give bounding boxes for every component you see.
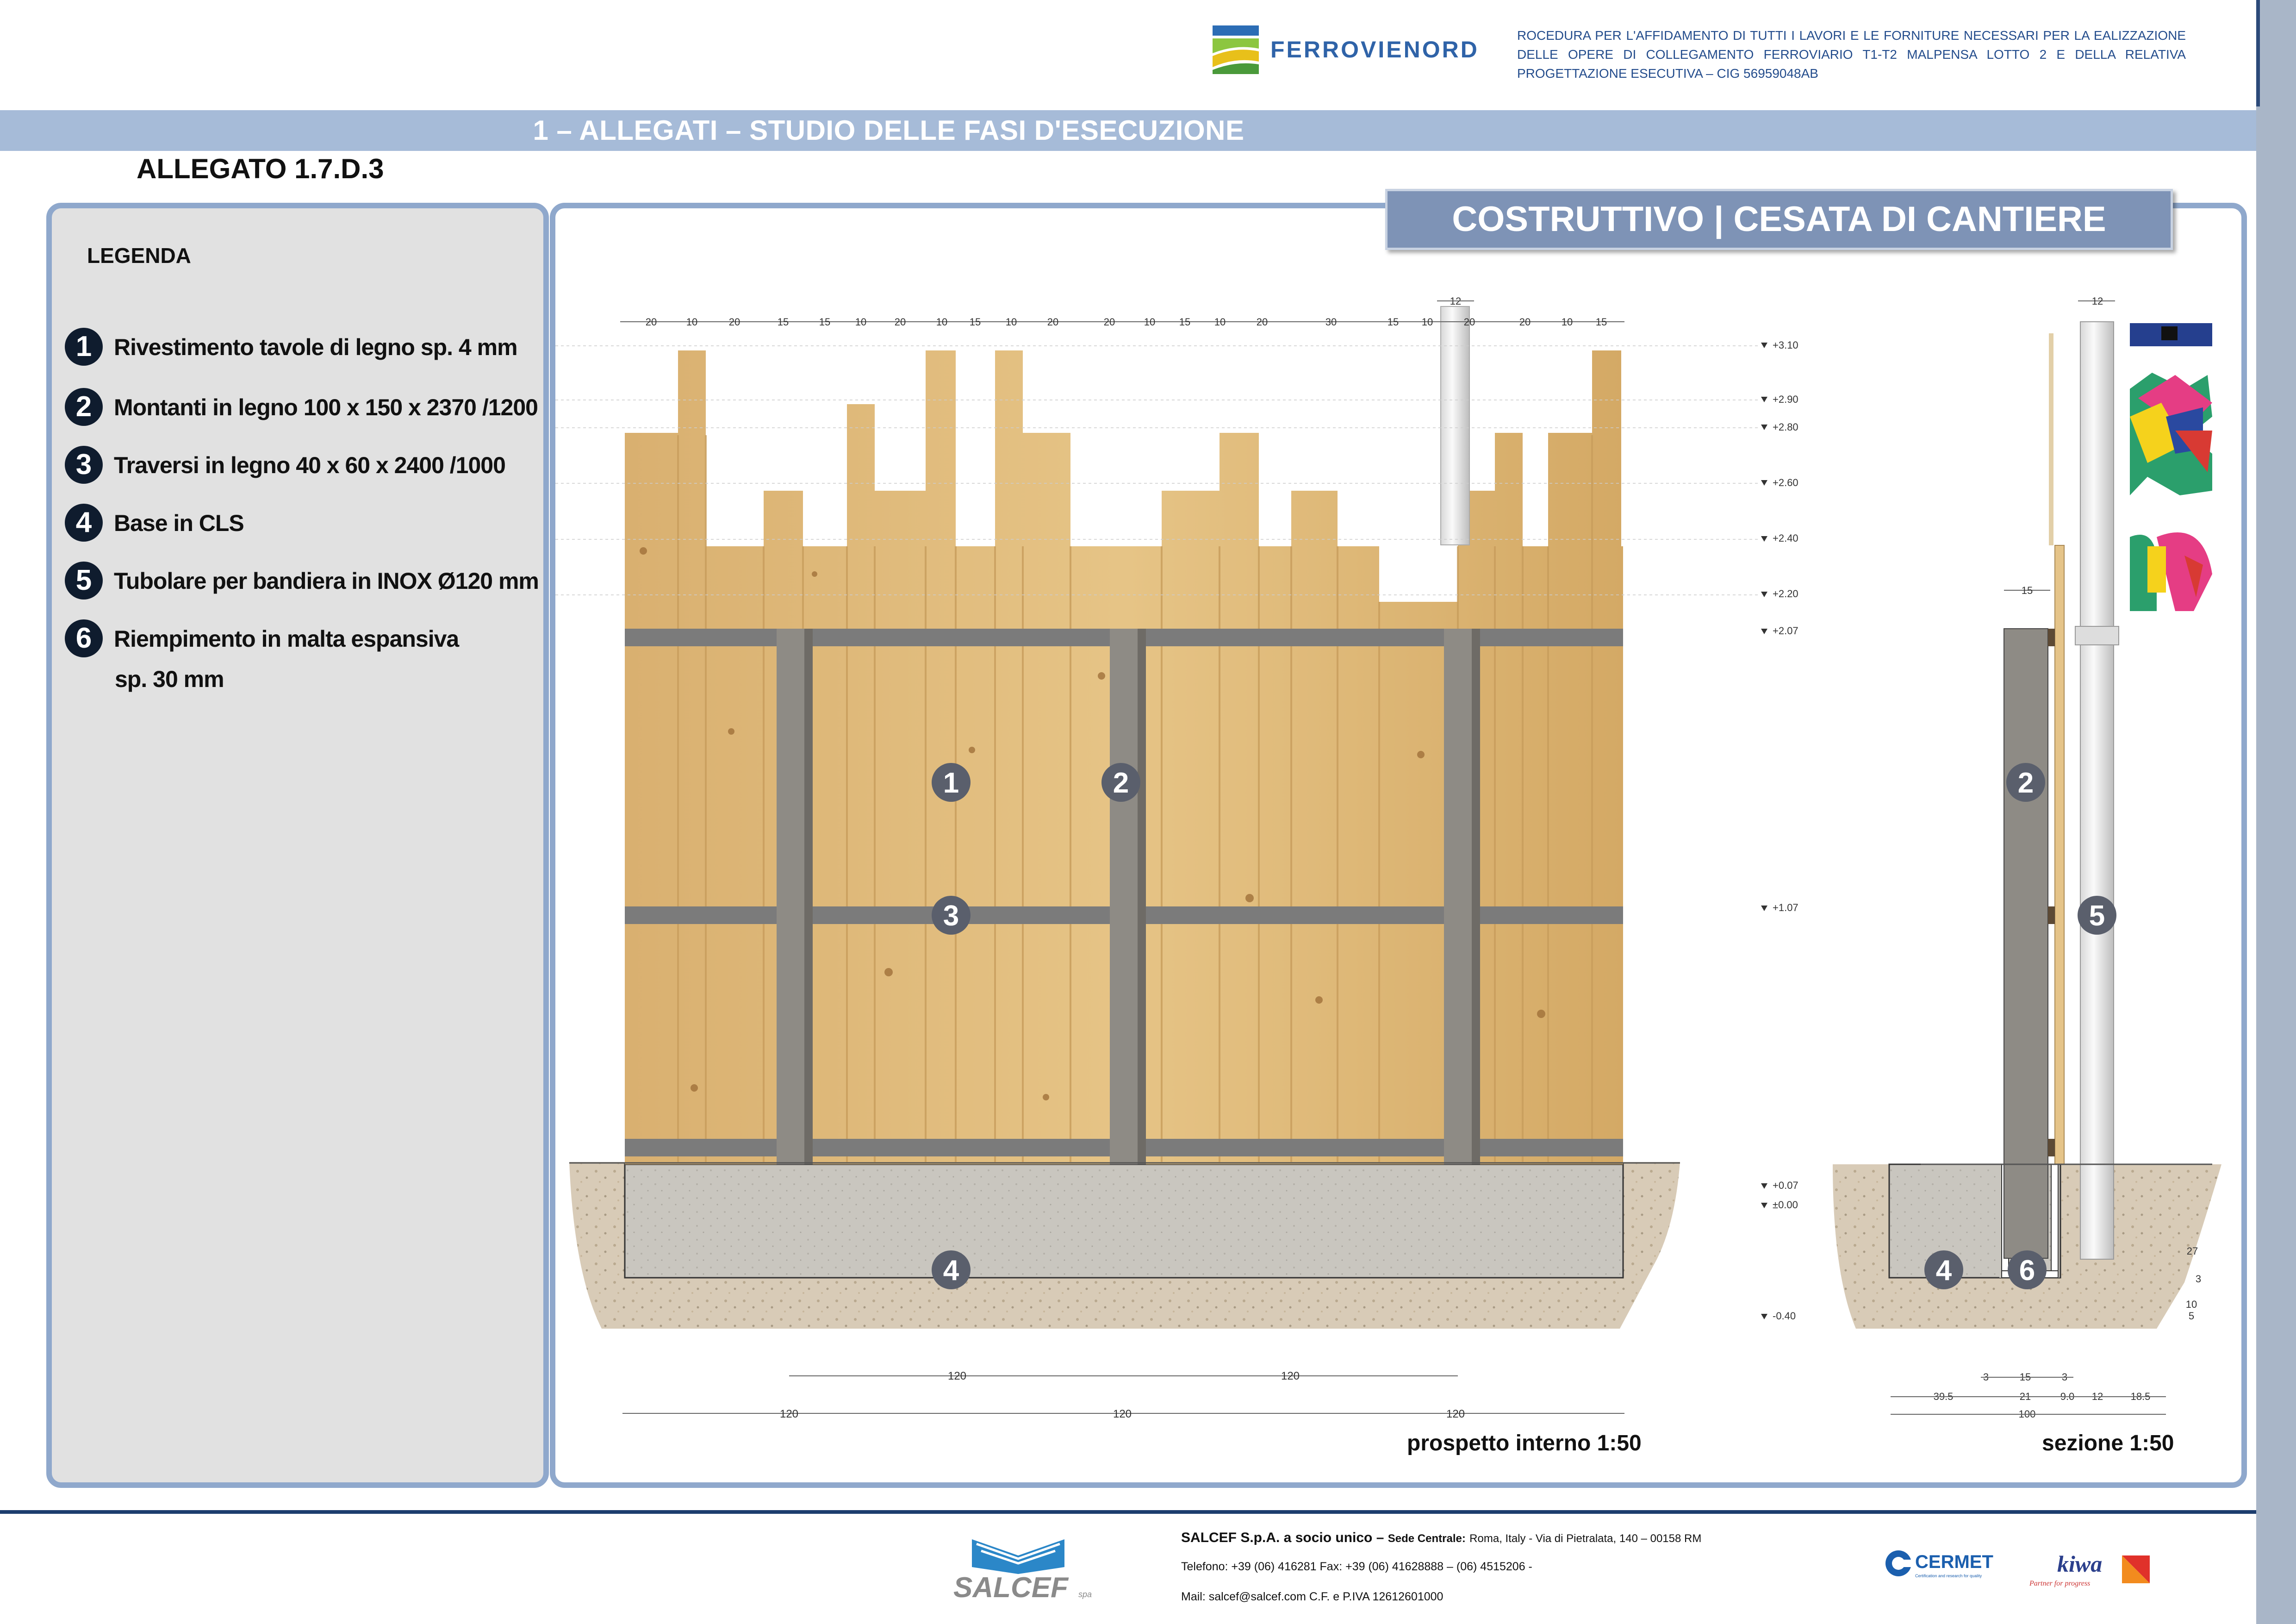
band-title: 1 – ALLEGATI – STUDIO DELLE FASI D'ESECUZIONE [533,115,1244,146]
footer-hq: Roma, Italy - Via di Pietralata, 140 – 00158 RM [1469,1532,1702,1545]
dim-label: 120 [1281,1370,1300,1382]
level-label: +2.60 [1773,477,1798,488]
dim-label: 15 [2021,585,2033,596]
dim-label: 10 [855,316,867,328]
flag-pole-elevation [1441,306,1469,545]
ferrovienord-logo-icon [1213,25,1259,74]
dim-label: 12 [2091,295,2103,307]
section-pole [2080,322,2114,1259]
dim-label: 15 [1179,316,1191,328]
legend-item-4 [65,504,244,543]
dim-label: 10 [1214,316,1226,328]
footer-phone: Telefono: +39 (06) 416281 Fax: +39 (06) 41628888 – (06) 4515206 - [1181,1560,1532,1573]
dim-label: 10 [1005,316,1017,328]
legend-title: LEGENDA [87,244,191,268]
footer-company-line: SALCEF S.p.A. a socio unico – Sede Centrale: Roma, Italy - Via di Pietralata, 140 – 00158 RM [1181,1530,1702,1545]
post-2 [1110,629,1138,1164]
section-view [1833,295,2221,1420]
dim-label: 3 [2195,1273,2202,1285]
marker-label: 3 [943,900,959,932]
level-label: -0.40 [1773,1310,1796,1322]
marker-label: 2 [1113,767,1129,799]
svg-text:kiwa: kiwa [2057,1551,2103,1577]
dim-label: 18.5 [2130,1391,2151,1402]
legend-number: 5 [65,562,103,600]
flag-graphic-icon [2130,323,2212,616]
dim-label: 15 [1387,316,1399,328]
level-label: +2.20 [1773,588,1798,600]
construction-drawing [555,278,2231,1463]
dim-label: 21 [2019,1391,2031,1402]
dim-label: 10 [1421,316,1433,328]
level-label: +2.80 [1773,421,1798,433]
level-label: +2.90 [1773,394,1798,405]
legend-item-6 [65,619,459,658]
footer-company: SALCEF S.p.A. a socio unico [1181,1530,1373,1545]
company-name: FERROVIENORD [1270,37,1479,62]
legend-number: 6 [65,619,103,657]
right-edge-bar [2256,0,2296,1624]
legend-item-5 [65,562,539,600]
legend-text: Traversi in legno 40 x 60 x 2400 /1000 [114,452,505,478]
footer-line [0,1510,2256,1514]
header-description: ROCEDURA PER L'AFFIDAMENTO DI TUTTI I LAVORI E LE FORNITURE NECESSARI PER LA EALIZZAZIONE DELLE OPERE DI COLLEGAMENTO FERROVIARIO T1-T2 MALPENSA LOTTO 2 E DELLA RELATIVA PROGETTAZIONE ESECUTIVA – CIG 56959048AB [1517,28,2186,81]
dim-label: 100 [2018,1408,2036,1420]
footer-mail: Mail: salcef@salcef.com C.F. e P.IVA 12612601000 [1181,1590,1444,1603]
dim-label: 12 [2091,1391,2103,1402]
dim-label: 10 [686,316,698,328]
svg-text:SALCEF: SALCEF [953,1572,1068,1604]
dim-label: 39.5 [1933,1391,1954,1402]
concrete-base [625,1164,1623,1278]
dim-label: 15 [819,316,831,328]
allegato-title: ALLEGATO 1.7.D.3 [137,153,384,184]
svg-text:Partner for progress: Partner for progress [2029,1580,2091,1587]
dim-label: 3 [2061,1371,2068,1383]
dim-label: 12 [1450,295,1462,307]
legend-item-2 [65,388,538,427]
elevation-view [555,295,1798,1420]
level-label: +3.10 [1773,339,1798,351]
salcef-logo-icon [944,1530,1097,1604]
dim-label: 10 [1561,316,1573,328]
kiwa-logo-icon [2029,1551,2159,1593]
legend-text: Rivestimento tavole di legno sp. 4 mm [114,334,517,360]
dim-label: 20 [1103,316,1115,328]
dim-label: 120 [779,1408,799,1420]
cermet-logo-icon [1884,1549,2004,1581]
dim-label: 5 [2188,1310,2195,1322]
dim-label: 30 [1325,316,1337,328]
svg-text:spa: spa [1078,1590,1092,1599]
dim-label: 20 [728,316,740,328]
section-board [2055,545,2064,1164]
level-label: +2.07 [1773,625,1798,637]
dim-label: 27 [2186,1245,2198,1257]
dim-label: 10 [936,316,948,328]
level-label: +1.07 [1773,902,1798,913]
legend-text: Riempimento in malta espansiva [114,626,459,652]
marker-label: 4 [943,1255,959,1287]
dim-label: 120 [947,1370,967,1382]
dim-label: 10 [2185,1299,2197,1310]
legend-number: 4 [65,504,103,542]
marker-label: 1 [943,767,959,799]
legend-number: 2 [65,388,103,426]
elevation-caption: prospetto interno 1:50 [1407,1431,1642,1455]
marker-label: 5 [2089,900,2105,932]
post-1 [777,629,804,1164]
legend-text: Tubolare per bandiera in INOX Ø120 mm [114,568,539,594]
dim-label: 10 [1144,316,1156,328]
legend-text: Base in CLS [114,510,244,536]
dim-label: 15 [1595,316,1607,328]
dim-label: 20 [1256,316,1268,328]
dim-label: 20 [1519,316,1531,328]
legend-number: 3 [65,446,103,484]
dim-label: 20 [1047,316,1059,328]
marker-label: 6 [2019,1255,2035,1287]
level-label: +2.40 [1773,532,1798,544]
dim-label: 20 [894,316,906,328]
dim-label: 120 [1113,1408,1132,1420]
section-title: COSTRUTTIVO | CESATA DI CANTIERE [1452,200,2106,239]
legend-item-3 [65,446,505,485]
dim-label: 15 [969,316,981,328]
dim-label: 15 [777,316,789,328]
dim-label: 20 [645,316,657,328]
footer-hq-label: Sede Centrale: [1388,1532,1466,1545]
dim-label: 15 [2019,1371,2031,1383]
dim-label: 120 [1446,1408,1465,1420]
dim-label: 3 [1983,1371,1989,1383]
marker-label: 4 [1935,1255,1952,1287]
legend-item-1 [65,328,517,367]
level-label: ±0.00 [1773,1199,1798,1211]
legend-text-continued: sp. 30 mm [115,666,224,692]
level-label: +0.07 [1773,1180,1798,1191]
legend-text: Montanti in legno 100 x 150 x 2370 /1200 [114,394,538,420]
dim-label: 20 [1463,316,1475,328]
dim-label: 9.0 [2060,1391,2075,1402]
svg-text:CERMET: CERMET [1915,1552,1993,1572]
section-caption: sezione 1:50 [2042,1431,2174,1455]
svg-text:Certification and research for: Certification and research for quality [1915,1574,1982,1578]
post-3 [1444,629,1472,1164]
legend-number: 1 [65,328,103,366]
marker-label: 2 [2017,767,2034,799]
